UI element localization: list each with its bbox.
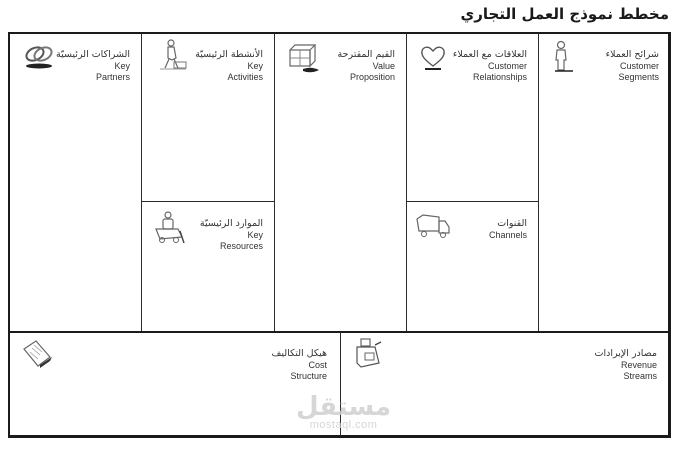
block-title-en: Value bbox=[372, 61, 395, 71]
page-title: مخطط نموذج العمل التجاري bbox=[460, 5, 669, 23]
block-title-en: Customer bbox=[487, 61, 527, 71]
block-title-en: Proposition bbox=[349, 72, 395, 82]
gift-box-icon bbox=[285, 42, 321, 74]
block-channels[interactable] bbox=[407, 203, 537, 330]
block-title-ar: شرائح العملاء bbox=[605, 49, 659, 60]
block-title-en: Resources bbox=[219, 241, 263, 251]
block-title-ar: هيكل التكاليف bbox=[271, 348, 327, 359]
block-title-en: Channels bbox=[488, 230, 527, 240]
block-value-proposition[interactable] bbox=[275, 34, 405, 330]
block-title-en: Customer bbox=[619, 61, 659, 71]
price-tag-icon bbox=[20, 339, 54, 369]
divider bbox=[406, 201, 538, 202]
worker-icon bbox=[156, 38, 188, 72]
block-title-en: Relationships bbox=[472, 72, 527, 82]
block-title-ar: العلاقات مع العملاء bbox=[452, 49, 527, 60]
block-key-activities[interactable] bbox=[142, 34, 273, 200]
block-title-en: Key bbox=[247, 61, 263, 71]
block-title-en: Segments bbox=[618, 72, 659, 82]
block-title-ar: الشراكات الرئيسيّة bbox=[56, 49, 130, 60]
forklift-icon bbox=[152, 209, 186, 245]
block-title-en: Streams bbox=[623, 371, 657, 381]
heart-icon bbox=[419, 44, 447, 72]
block-title-ar: القيم المقترحة bbox=[337, 49, 395, 60]
divider bbox=[141, 201, 274, 202]
block-customer-segments[interactable] bbox=[539, 34, 669, 330]
block-title-ar: الموارد الرئيسيّة bbox=[199, 218, 263, 229]
block-title-en: Key bbox=[114, 61, 130, 71]
block-title-en: Structure bbox=[290, 371, 327, 381]
chain-links-icon bbox=[22, 42, 56, 70]
watermark-url: mostaql.com bbox=[309, 419, 378, 431]
block-title-en: Cost bbox=[308, 360, 327, 370]
block-title-en: Key bbox=[247, 230, 263, 240]
block-key-resources[interactable] bbox=[142, 203, 273, 330]
person-icon bbox=[551, 40, 575, 74]
block-title-ar: القنوات bbox=[497, 218, 527, 229]
block-title-en: Revenue bbox=[620, 360, 657, 370]
block-cost-structure[interactable] bbox=[10, 333, 339, 436]
cash-register-icon bbox=[353, 337, 383, 371]
block-key-partners[interactable] bbox=[10, 34, 140, 330]
delivery-truck-icon bbox=[415, 213, 451, 241]
watermark bbox=[296, 394, 391, 431]
block-title-ar: الأنشطة الرئيسيّة bbox=[195, 49, 263, 60]
block-title-ar: مصادر الإيرادات bbox=[594, 348, 657, 359]
watermark-logo: مستقل bbox=[296, 392, 392, 422]
block-title-en: Partners bbox=[95, 72, 130, 82]
block-title-en: Activities bbox=[227, 72, 263, 82]
block-customer-relationships[interactable] bbox=[407, 34, 537, 200]
